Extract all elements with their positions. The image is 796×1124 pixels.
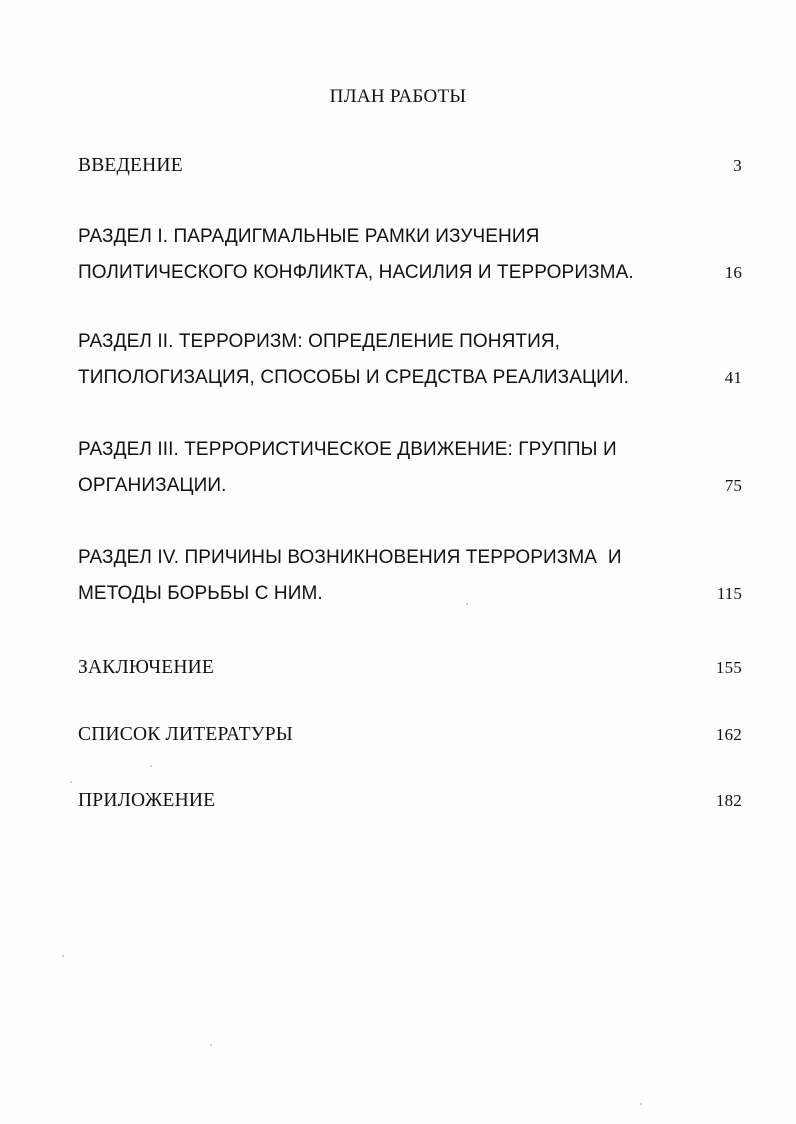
toc-entry-title: СПИСОК ЛИТЕРАТУРЫ — [78, 724, 293, 745]
toc-entry-line — [78, 360, 742, 396]
toc-page-number: 182 — [715, 791, 742, 810]
scan-speck — [70, 781, 72, 783]
toc-entry-title-continued: ОРГАНИЗАЦИИ. — [78, 475, 227, 496]
toc-page-number: 41 — [724, 368, 742, 387]
toc-entry-section-2[interactable] — [78, 324, 742, 396]
toc-entry-line — [78, 324, 742, 360]
toc-page-number: 3 — [733, 156, 742, 175]
toc-entry-section-1[interactable] — [78, 219, 742, 291]
toc-entry-section-4[interactable] — [78, 540, 742, 612]
toc-entry-section-3[interactable] — [78, 432, 742, 504]
toc-entry-conclusion[interactable] — [78, 650, 742, 686]
toc-entry-line — [78, 219, 742, 255]
scan-speck — [210, 1044, 212, 1046]
toc-entry-title: РАЗДЕЛ II. ТЕРРОРИЗМ: ОПРЕДЕЛЕНИЕ ПОНЯТИЯ, — [78, 331, 561, 352]
toc-entry-line — [78, 650, 742, 686]
toc-entry-title-continued: ПОЛИТИЧЕСКОГО КОНФЛИКТА, НАСИЛИЯ И ТЕРРОРИЗМА. — [78, 262, 634, 283]
toc-entry-title-continued: ТИПОЛОГИЗАЦИЯ, СПОСОБЫ И СРЕДСТВА РЕАЛИЗАЦИИ. — [78, 367, 630, 388]
toc-entry-title-continued: МЕТОДЫ БОРЬБЫ С НИМ. — [78, 583, 323, 604]
toc-entry-line — [78, 468, 742, 504]
toc-page-number: 162 — [715, 725, 742, 744]
scan-speck — [150, 765, 152, 767]
toc-entry-bibliography[interactable] — [78, 717, 742, 753]
toc-entry-line — [78, 432, 742, 468]
toc-entry-line — [78, 540, 742, 576]
scan-speck — [62, 955, 64, 957]
toc-entry-appendix[interactable] — [78, 783, 742, 819]
scan-speck — [640, 1103, 642, 1105]
toc-entry-title: РАЗДЕЛ IV. ПРИЧИНЫ ВОЗНИКНОВЕНИЯ ТЕРРОРИЗМА И — [78, 547, 622, 568]
toc-entry-title: ВВЕДЕНИЕ — [78, 155, 183, 176]
page-title: ПЛАН РАБОТЫ — [329, 86, 467, 107]
toc-page-number: 115 — [716, 584, 742, 603]
toc-entry-introduction[interactable] — [78, 148, 742, 184]
toc-entry-line — [78, 576, 742, 612]
toc-entry-line — [78, 717, 742, 753]
toc-entry-title: ПРИЛОЖЕНИЕ — [78, 790, 216, 811]
scan-speck — [466, 603, 468, 605]
toc-entry-line — [78, 148, 742, 184]
toc-page-number: 16 — [724, 263, 742, 282]
toc-entry-title: РАЗДЕЛ III. ТЕРРОРИСТИЧЕСКОЕ ДВИЖЕНИЕ: ГРУППЫ И — [78, 439, 617, 460]
toc-entry-title: ЗАКЛЮЧЕНИЕ — [78, 657, 215, 678]
toc-page-number: 75 — [724, 476, 742, 495]
toc-page-number: 155 — [715, 658, 742, 677]
toc-entry-title: РАЗДЕЛ I. ПАРАДИГМАЛЬНЫЕ РАМКИ ИЗУЧЕНИЯ — [78, 226, 540, 247]
toc-entry-line — [78, 255, 742, 291]
toc-entry-line — [78, 783, 742, 819]
